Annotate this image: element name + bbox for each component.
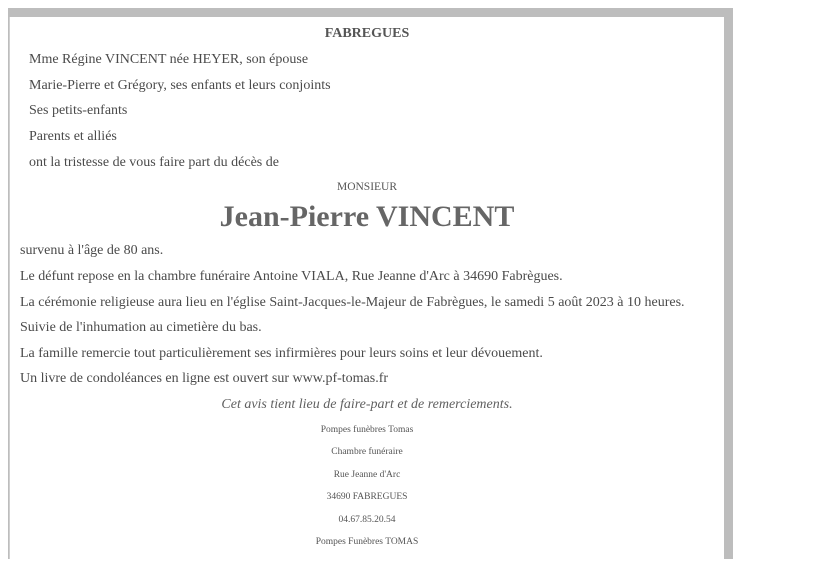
detail-ceremony: La cérémonie religieuse aura lieu en l'église Saint-Jacques-le-Majeur de Fabrègues, le samedi 5 août 2023 à 10 heures. [20, 295, 685, 310]
family-line-spouse: Mme Régine VINCENT née HEYER, son épouse [29, 52, 309, 67]
footer-signature: Pompes Funèbres TOMAS [315, 537, 419, 547]
detail-age: survenu à l'âge de 80 ans. [20, 243, 164, 258]
family-line-grandchildren: Ses petits-enfants [29, 103, 128, 118]
obituary-notice [9, 17, 724, 559]
notice-statement: Cet avis tient lieu de faire-part et de remerciements. [221, 397, 513, 412]
deceased-title: MONSIEUR [336, 181, 398, 193]
detail-funeral-home: Le défunt repose en la chambre funéraire Antoine VIALA, Rue Jeanne d'Arc à 34690 Fabrègues. [20, 269, 563, 284]
footer-company: Pompes funèbres Tomas [320, 425, 414, 435]
detail-burial: Suivie de l'inhumation au cimetière du bas. [20, 320, 262, 335]
detail-thanks: La famille remercie tout particulièrement ses infirmières pour leurs soins et leur dévouement. [20, 346, 543, 361]
footer-postcode-city: 34690 FABREGUES [326, 492, 408, 502]
footer-street: Rue Jeanne d'Arc [333, 470, 401, 480]
footer-phone: 04.67.85.20.54 [338, 515, 396, 525]
announcement-line: ont la tristesse de vous faire part du décès de [29, 155, 279, 170]
family-line-children: Marie-Pierre et Grégory, ses enfants et leurs conjoints [29, 78, 331, 93]
family-line-relatives: Parents et alliés [29, 129, 117, 144]
deceased-name: Jean-Pierre VINCENT [219, 200, 515, 233]
detail-condolences: Un livre de condoléances en ligne est ouvert sur www.pf-tomas.fr [20, 371, 389, 386]
city-heading: FABREGUES [324, 26, 410, 41]
footer-funeral-room: Chambre funéraire [331, 447, 403, 457]
